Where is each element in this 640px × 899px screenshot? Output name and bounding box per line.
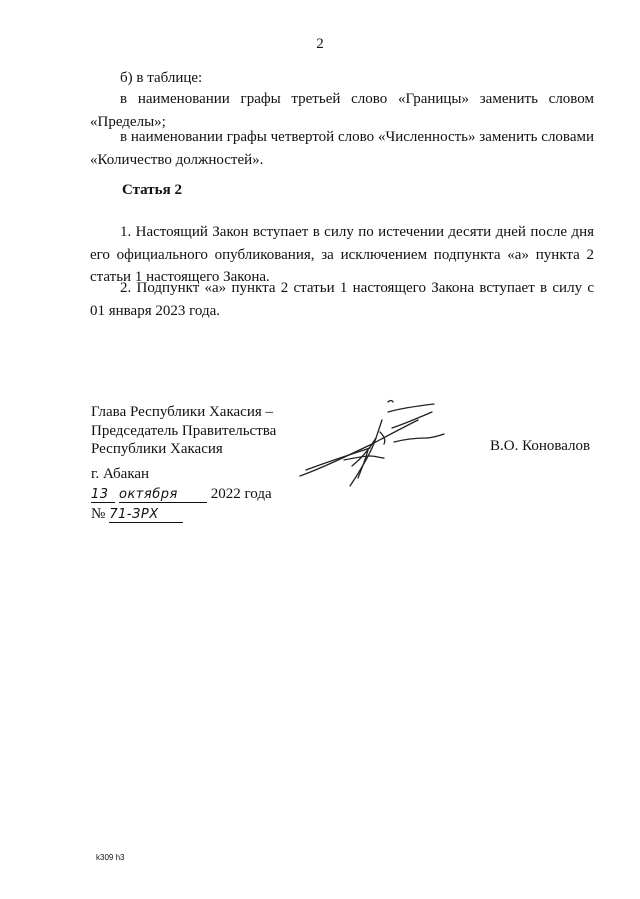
- law-number-prefix: №: [91, 506, 106, 522]
- handwritten-signature: [292, 398, 452, 493]
- law-number-line: [91, 506, 183, 523]
- amendment-intro: б) в таблице:: [120, 70, 203, 86]
- signatory-name: В.О. Коновалов: [490, 438, 591, 454]
- place-of-signing: г. Абакан: [91, 466, 150, 482]
- amendment-item-1: в наименовании графы третьей слово «Границы» заменить словом «Пределы»;: [90, 91, 594, 130]
- signatory-title-line-1: Глава Республики Хакасия –: [91, 404, 274, 420]
- law-number-value: 71-ЗРХ: [109, 507, 183, 523]
- article-heading: Статья 2: [122, 182, 182, 198]
- date-year: 2022 года: [210, 486, 272, 502]
- page-number: 2: [316, 36, 324, 52]
- signatory-title-line-2: Председатель Правительства: [91, 422, 277, 439]
- signatory-title-line-3: Республики Хакасия: [91, 441, 223, 457]
- article-paragraph-1: 1. Настоящий Закон вступает в силу по истечении десяти дней после дня его официального опубликования, за исключением подпункта «а» пункта 2 статьи 1 настоящего Закона.: [90, 224, 594, 286]
- footer-code: k309 h3: [96, 853, 125, 862]
- signing-date: [91, 486, 272, 503]
- amendment-item-2: в наименовании графы четвертой слово «Численность» заменить словами «Количество должностей».: [90, 129, 594, 168]
- date-month: октября: [119, 487, 207, 503]
- article-paragraph-2: 2. Подпункт «а» пункта 2 статьи 1 настоящего Закона вступает в силу с 01 января 2023 года.: [90, 280, 594, 319]
- date-day: 13: [91, 487, 115, 503]
- signatory-title: [91, 403, 276, 459]
